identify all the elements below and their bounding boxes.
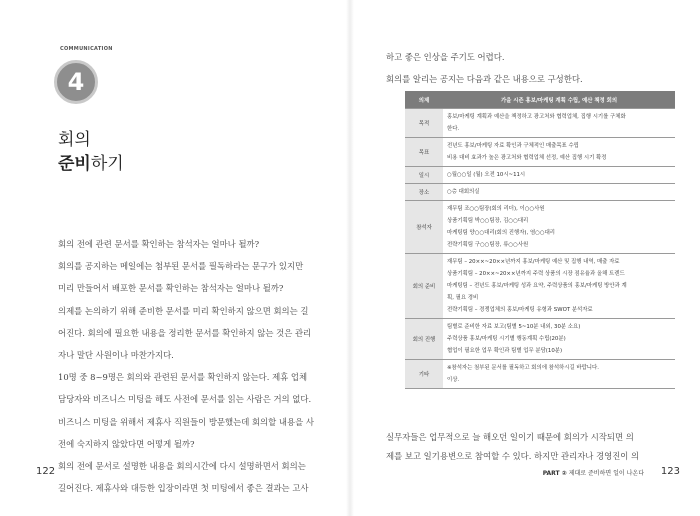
row-line: 상품기획팀 박○○팀장, 김○○대리 bbox=[447, 218, 529, 224]
table-row bbox=[405, 254, 675, 319]
body-line: 길어진다. 제휴사와 대등한 입장이라면 첫 미팅에서 좋은 결과는 고사 bbox=[58, 483, 309, 494]
body-line: 담당자와 비즈니스 미팅을 해도 사전에 문서를 읽는 사람은 거의 없다. bbox=[58, 394, 312, 405]
table-row bbox=[405, 109, 675, 138]
page-number-right: 123 bbox=[660, 466, 680, 477]
left-body-text bbox=[58, 233, 328, 499]
table-row bbox=[405, 201, 675, 254]
row-value bbox=[443, 184, 675, 201]
row-line: 재무팀 – 20××~20××년까지 홍보/마케팅 예산 및 집행 내역, 매출 자료 bbox=[447, 259, 620, 265]
table-header-row bbox=[405, 91, 675, 109]
row-line: ○월○○일 (월) 오전 10시~11시 bbox=[447, 172, 526, 178]
row-line: 주력상품 홍보/마케팅 시기별 행동계획 수립(20분) bbox=[447, 336, 566, 342]
row-value bbox=[443, 319, 675, 360]
chapter-title-rest: 하기 bbox=[90, 154, 124, 174]
row-line: ※참석자는 첨부된 문서를 필독하고 회의에 참석하시길 바랍니다. bbox=[447, 365, 599, 371]
body-line: 의제를 논의하기 위해 준비한 문서를 미리 확인하지 않으면 회의는 길 bbox=[58, 305, 309, 316]
row-key: 일시 bbox=[405, 167, 443, 184]
row-value bbox=[443, 254, 675, 319]
body-line: 하고 좋은 인상을 주기도 어렵다. bbox=[386, 52, 505, 62]
chapter-number: 4 bbox=[67, 68, 85, 96]
row-line: 마케팅팀 양○○대리(회의 진행자), 염○○대리 bbox=[447, 230, 555, 236]
chapter-title bbox=[58, 128, 124, 176]
row-line: 전략기획팀 – 경쟁업체의 홍보/마케팅 유형과 SWOT 분석자료 bbox=[447, 307, 593, 313]
row-line: 홍보/마케팅 계획과 예산을 책정하고 광고처와 협력업체, 집행 시기를 구체화 bbox=[447, 114, 626, 120]
row-value bbox=[443, 138, 675, 167]
table-header-key: 의제 bbox=[405, 91, 443, 109]
section-label: COMMUNICATION bbox=[60, 46, 113, 52]
row-value bbox=[443, 109, 675, 138]
running-head-part: PART ② bbox=[542, 470, 567, 477]
row-line: ○층 대회의실 bbox=[447, 189, 480, 195]
row-key: 회의 준비 bbox=[405, 254, 443, 319]
chapter-title-line2 bbox=[58, 152, 124, 176]
chapter-title-line1: 회의 bbox=[58, 130, 91, 150]
row-line: 마케팅팀 – 전년도 홍보/마케팅 성과 요약, 주력상품의 홍보/마케팅 방안과 계 bbox=[447, 283, 627, 289]
running-head bbox=[543, 468, 644, 477]
table-row bbox=[405, 184, 675, 201]
row-line: 재무팀 조○○팀장(회의 리더), 이○○사원 bbox=[447, 206, 545, 212]
chapter-number-badge bbox=[54, 60, 98, 104]
body-line: 자나 말단 사원이나 마찬가지다. bbox=[58, 350, 174, 361]
body-line: 비즈니스 미팅을 위해서 제휴사 직원들이 방문했는데 회의할 내용을 사 bbox=[58, 416, 314, 427]
table-row bbox=[405, 319, 675, 360]
table-row bbox=[405, 138, 675, 167]
row-line: 전략기획팀 구○○팀장, 류○○사원 bbox=[447, 242, 529, 248]
row-key: 목표 bbox=[405, 138, 443, 167]
body-line: 제를 보고 일기용변으로 참여할 수 있다. 하지만 관리자나 경영진이 의 bbox=[386, 451, 640, 461]
row-key: 목적 bbox=[405, 109, 443, 138]
row-key: 기타 bbox=[405, 360, 443, 389]
body-line: 10명 중 8~9명은 회의와 관련된 문서를 확인하지 않는다. 제휴 업체 bbox=[58, 372, 308, 383]
row-key: 장소 bbox=[405, 184, 443, 201]
row-line: 이상. bbox=[447, 377, 460, 383]
body-line: 회의 전에 관련 문서를 확인하는 참석자는 얼마나 될까? bbox=[58, 239, 260, 249]
chapter-title-bold: 준비 bbox=[58, 154, 91, 174]
row-value bbox=[443, 201, 675, 254]
body-line: 회의를 공지하는 메일에는 첨부된 문서를 필독하라는 문구가 있지만 bbox=[58, 261, 304, 272]
body-line: 전에 숙지하지 않았다면 어떻게 될까? bbox=[58, 438, 195, 449]
row-value bbox=[443, 167, 675, 184]
table-row bbox=[405, 167, 675, 184]
row-value bbox=[443, 360, 675, 389]
row-line: 한다. bbox=[447, 126, 460, 132]
table-header-value: 가을 시즌 홍보/마케팅 계획 수립, 예산 책정 회의 bbox=[443, 91, 675, 109]
body-line: 실무자들은 업무적으로 늘 해오던 일이기 때문에 회의가 시작되면 의 bbox=[386, 432, 634, 442]
table-row bbox=[405, 360, 675, 389]
body-line: 회의를 알리는 공지는 다음과 같은 내용으로 구성한다. bbox=[386, 74, 583, 85]
row-line: 획, 필요 경비 bbox=[447, 295, 479, 301]
body-line: 어진다. 회의에 필요한 내용을 정리한 문서를 확인하지 않는 것은 관리 bbox=[58, 327, 312, 338]
right-bottom-text bbox=[386, 428, 676, 466]
running-head-text: 제대로 준비하면 일이 나온다 bbox=[568, 470, 644, 477]
body-line: 미리 만들어서 배포한 문서를 확인하는 참석자는 얼마나 될까? bbox=[58, 283, 284, 294]
row-line: 협업이 필요한 업무 확인과 팀별 업무 분담(10분) bbox=[447, 348, 563, 354]
row-line: 비용 대비 효과가 높은 광고처와 협력업체 선정, 예산 집행 시기 확정 bbox=[447, 155, 607, 161]
meeting-notice-table bbox=[405, 91, 675, 389]
row-line: 전년도 홍보/마케팅 자료 확인과 구체적인 매출목표 수립 bbox=[447, 143, 579, 149]
row-key: 참석자 bbox=[405, 201, 443, 254]
row-line: 팀별로 준비한 자료 보고(팀별 5~10분 내외, 30분 소요) bbox=[447, 324, 581, 330]
row-key: 회의 진행 bbox=[405, 319, 443, 360]
page-number-left: 122 bbox=[36, 466, 56, 477]
row-line: 상품기획팀 – 20××~20××년까지 주력 상품의 시장 점유율과 올해 트렌드 bbox=[447, 271, 625, 277]
right-top-text bbox=[386, 46, 666, 90]
body-line: 회의 전에 문서로 설명한 내용을 회의시간에 다시 설명하면서 회의는 bbox=[58, 461, 306, 472]
right-page bbox=[350, 0, 700, 516]
